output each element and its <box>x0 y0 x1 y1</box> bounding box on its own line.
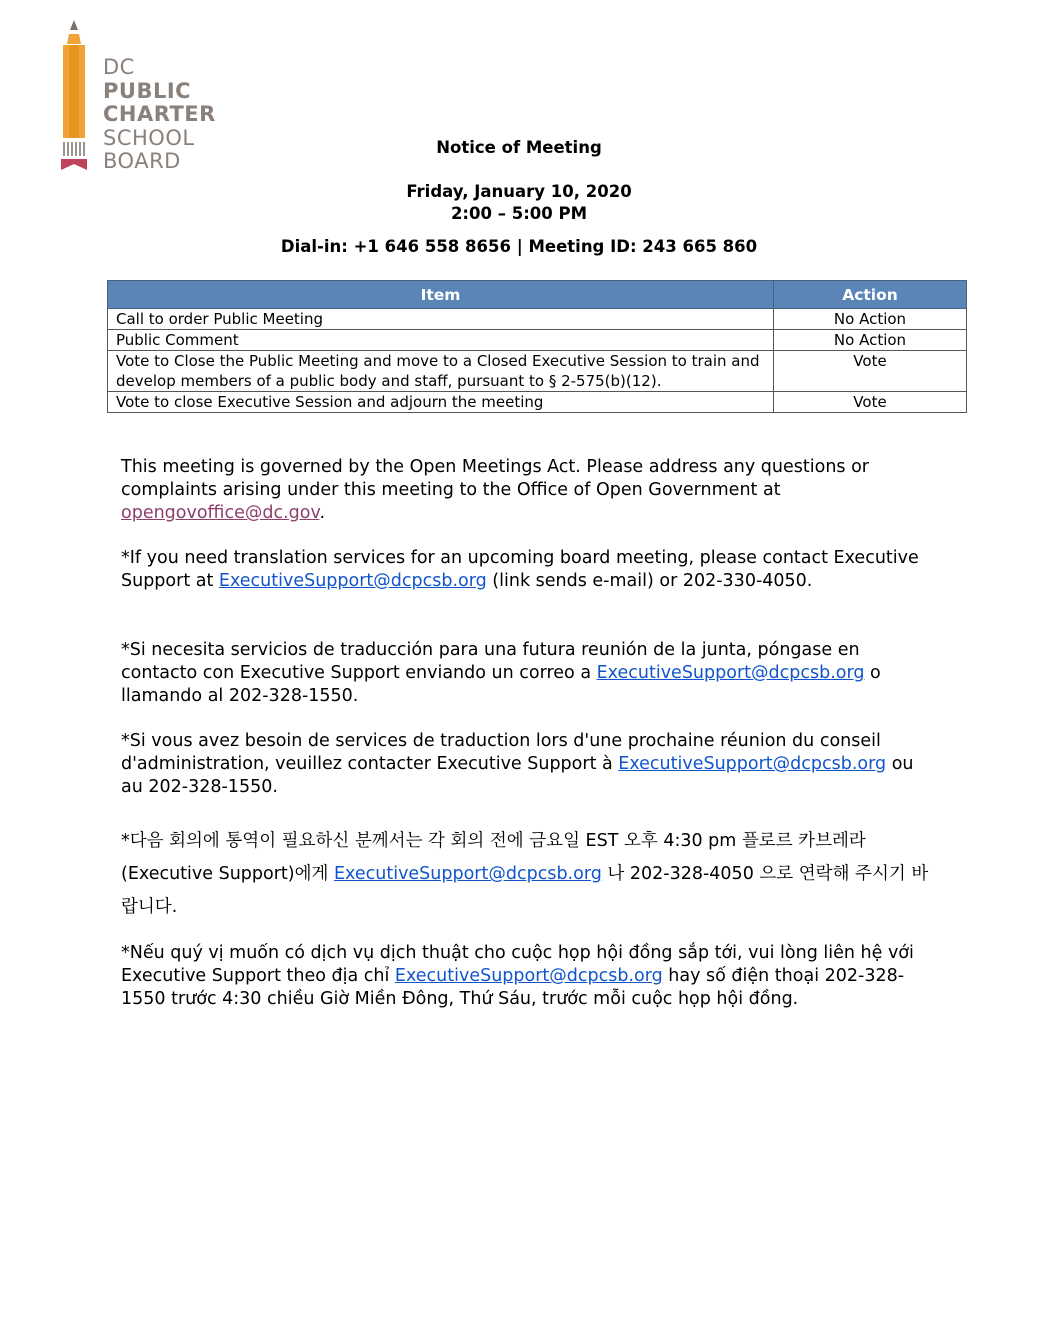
column-header-action: Action <box>774 281 967 309</box>
open-meetings-notice <box>121 456 931 525</box>
notice-text: . <box>319 503 326 523</box>
table-row <box>108 351 967 392</box>
notice-text: 나 202-328-4050 으로 연락해 주시기 바랍니다. <box>121 864 929 917</box>
logo-line-board: BOARD <box>103 149 181 173</box>
agenda-table <box>107 280 967 413</box>
notice-text: *Si necesita servicios de traducción para una futura reunión de la junta, póngase en contacto con Executive Support enviando un correo a <box>121 640 860 683</box>
translation-notice-korean <box>121 825 931 924</box>
agenda-action: No Action <box>774 330 967 351</box>
logo-line-school: SCHOOL <box>103 125 195 150</box>
translation-notice-spanish <box>121 639 931 708</box>
dial-in-info: Dial-in: +1 646 558 8656 | Meeting ID: 243 665 860 <box>280 237 758 256</box>
translation-notice-french <box>121 730 931 799</box>
notice-text: (link sends e-mail) or 202-330-4050. <box>486 571 813 591</box>
notice-text: *Si vous avez besoin de services de traduction lors d'une prochaine réunion du conseil d'administration, veuillez contacter Executive Support à <box>121 731 881 774</box>
agenda-action: Vote <box>774 392 967 413</box>
agenda-item: Public Comment <box>108 330 774 351</box>
notice-text: ou au 202-328-1550. <box>121 754 914 797</box>
notice-text: hay số điện thoại 202-328- 1550 trước 4:30 chiều Giờ Miền Đông, Thứ Sáu, trước mỗi cuộc họp hội đồng. <box>121 966 905 1009</box>
logo-line-dc: DC <box>103 55 135 79</box>
agenda-item: Call to order Public Meeting <box>108 309 774 330</box>
meeting-time: 2:00 – 5:00 PM <box>450 204 588 223</box>
table-row <box>108 330 967 351</box>
column-header-item: Item <box>108 281 774 309</box>
translation-notice-english <box>121 547 931 593</box>
logo-line-charter: CHARTER <box>103 102 216 126</box>
executive-support-email-link[interactable]: ExecutiveSupport@dcpcsb.org <box>394 966 663 986</box>
agenda-action: No Action <box>774 309 967 330</box>
table-row <box>108 392 967 413</box>
table-header-row <box>108 281 967 309</box>
agenda-item: Vote to close Executive Session and adjourn the meeting <box>108 392 774 413</box>
agenda-item: Vote to Close the Public Meeting and move to a Closed Executive Session to train and develop members of a public body and staff, pursuant to § 2-575(b)(12). <box>108 351 774 392</box>
meeting-date: Friday, January 10, 2020 <box>406 182 632 201</box>
executive-support-email-link[interactable]: ExecutiveSupport@dcpcsb.org <box>218 571 487 591</box>
table-row <box>108 309 967 330</box>
notice-text: This meeting is governed by the Open Meetings Act. Please address any questions or complaints arising under this meeting to the Office of Open Government at <box>121 457 869 500</box>
executive-support-email-link[interactable]: ExecutiveSupport@dcpcsb.org <box>618 754 887 774</box>
page-title: Notice of Meeting <box>436 138 602 157</box>
notice-text: *If you need translation services for an upcoming board meeting, please contact Executive Support at <box>121 548 919 591</box>
notice-text: o llamando al 202-328-1550. <box>121 663 881 706</box>
notice-text: *Nếu quý vị muốn có dịch vụ dịch thuật cho cuộc họp hội đồng sắp tới, vui lòng liên hệ với Executive Support theo địa chỉ <box>121 943 914 986</box>
opengov-email-link[interactable]: opengovoffice@dc.gov <box>121 503 320 523</box>
executive-support-email-link[interactable]: ExecutiveSupport@dcpcsb.org <box>596 663 865 683</box>
logo-line-public: PUBLIC <box>103 78 192 103</box>
agenda-action: Vote <box>774 351 967 392</box>
executive-support-email-link[interactable]: ExecutiveSupport@dcpcsb.org <box>333 864 602 884</box>
notice-text: *다음 회의에 통역이 필요하신 분께서는 각 회의 전에 금요일 EST 오후 4:30 pm 플로르 카브레라 (Executive Support)에게 <box>121 831 866 884</box>
translation-notice-vietnamese <box>121 942 931 1011</box>
